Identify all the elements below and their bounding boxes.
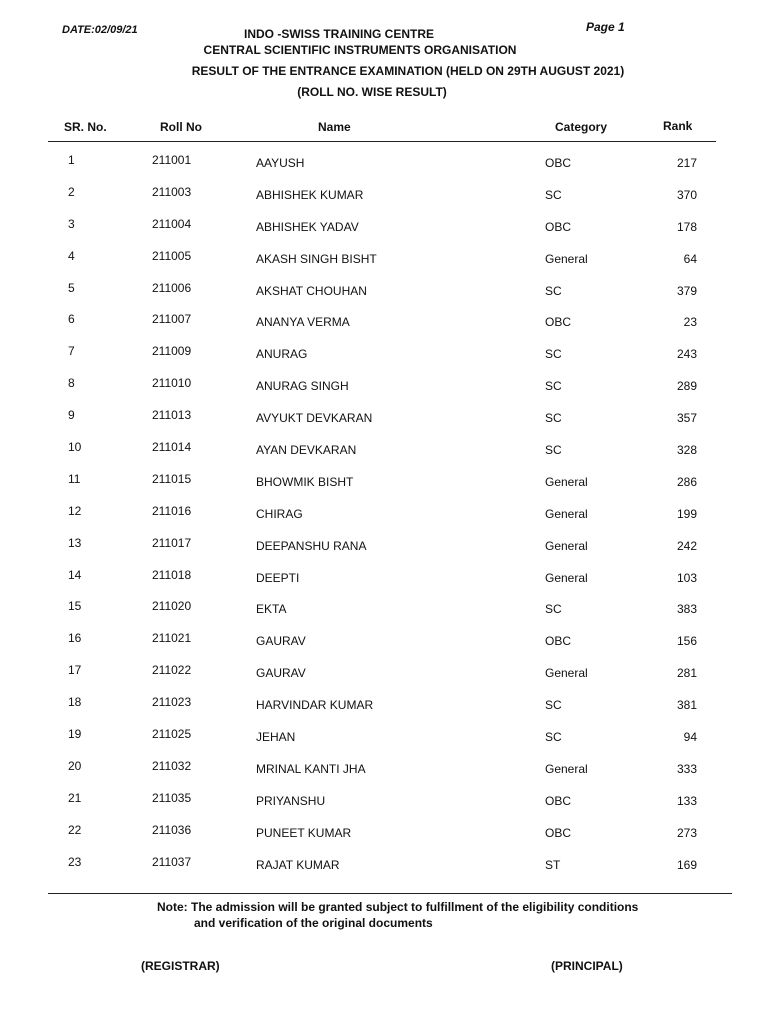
name-cell: PRIYANSHU: [256, 793, 326, 808]
rank-cell: 328: [676, 443, 697, 458]
roll-no-cell: 211035: [152, 790, 192, 805]
roll-no-cell: 211025: [152, 727, 192, 742]
sr-no-cell: 21: [68, 790, 82, 805]
category-cell: OBC: [545, 634, 572, 649]
rank-cell: 156: [676, 634, 697, 649]
page-number: Page 1: [586, 20, 625, 34]
sr-no-cell: 2: [68, 184, 75, 199]
sr-no-cell: 23: [68, 854, 82, 869]
category-cell: OBC: [545, 219, 572, 234]
category-cell: SC: [545, 602, 562, 617]
rank-cell: 103: [676, 570, 697, 585]
rank-cell: 23: [683, 315, 697, 330]
name-cell: ABHISHEK YADAV: [256, 219, 359, 234]
roll-no-cell: 211010: [152, 376, 192, 391]
rank-cell: 94: [683, 730, 697, 745]
rank-cell: 289: [676, 379, 697, 394]
rank-cell: 333: [676, 761, 697, 776]
rank-cell: 199: [676, 506, 697, 521]
name-cell: DEEPANSHU RANA: [256, 538, 367, 553]
sr-no-cell: 18: [68, 695, 82, 710]
header-divider: [48, 141, 716, 142]
sr-no-cell: 8: [68, 376, 75, 391]
table-row: [0, 309, 768, 341]
category-cell: General: [545, 666, 588, 681]
rank-cell: 379: [676, 283, 697, 298]
sr-no-cell: 17: [68, 663, 82, 678]
roll-no-cell: 211023: [152, 695, 192, 710]
result-title: RESULT OF THE ENTRANCE EXAMINATION (HELD ON 29TH AUGUST 2021): [191, 64, 625, 78]
name-cell: GAURAV: [256, 634, 306, 649]
column-header-category: Category: [555, 120, 608, 134]
table-row: [0, 724, 768, 756]
roll-no-cell: 211021: [152, 631, 192, 646]
category-cell: ST: [545, 857, 561, 872]
table-row: [0, 660, 768, 692]
table-row: [0, 246, 768, 278]
rank-cell: 242: [676, 538, 697, 553]
result-subtitle: (ROLL NO. WISE RESULT): [297, 85, 447, 99]
name-cell: ANURAG SINGH: [256, 379, 349, 394]
name-cell: ANANYA VERMA: [256, 315, 350, 330]
rank-cell: 169: [676, 857, 697, 872]
rank-cell: 217: [676, 156, 697, 170]
rank-cell: 243: [676, 347, 697, 362]
sr-no-cell: 5: [68, 280, 75, 295]
table-row: [0, 596, 768, 628]
roll-no-cell: 211016: [152, 503, 192, 518]
roll-no-cell: 211014: [152, 440, 192, 455]
sr-no-cell: 16: [68, 631, 82, 646]
sr-no-cell: 19: [68, 727, 82, 742]
category-cell: General: [545, 538, 588, 553]
table-row: [0, 437, 768, 469]
table-row: [0, 278, 768, 310]
note-line1: Note: The admission will be granted subject to fulfillment of the eligibility conditions: [157, 900, 639, 914]
roll-no-cell: 211015: [152, 471, 192, 486]
name-cell: AYAN DEVKARAN: [256, 443, 357, 458]
column-header-rank: Rank: [663, 119, 693, 133]
category-cell: OBC: [545, 315, 572, 330]
table-row: [0, 628, 768, 660]
result-table-body: [0, 150, 768, 883]
note-line2: and verification of the original documents: [194, 916, 433, 930]
name-cell: JEHAN: [256, 730, 296, 745]
sr-no-cell: 7: [68, 344, 75, 359]
table-row: [0, 469, 768, 501]
roll-no-cell: 211013: [152, 408, 192, 423]
roll-no-cell: 211037: [152, 854, 192, 869]
category-cell: SC: [545, 443, 562, 458]
category-cell: SC: [545, 347, 562, 362]
roll-no-cell: 211017: [152, 535, 192, 550]
roll-no-cell: 211003: [152, 184, 192, 199]
rank-cell: 370: [676, 187, 697, 202]
roll-no-cell: 211004: [152, 216, 192, 231]
sr-no-cell: 11: [68, 471, 81, 486]
table-row: [0, 341, 768, 373]
name-cell: GAURAV: [256, 666, 306, 681]
category-cell: SC: [545, 698, 562, 713]
sr-no-cell: 20: [68, 758, 82, 773]
category-cell: SC: [545, 283, 562, 298]
rank-cell: 381: [676, 698, 697, 713]
rank-cell: 133: [676, 793, 697, 808]
name-cell: DEEPTI: [256, 570, 300, 585]
rank-cell: 357: [676, 411, 697, 426]
roll-no-cell: 211009: [152, 344, 192, 359]
roll-no-cell: 211036: [152, 822, 192, 837]
rank-cell: 383: [676, 602, 697, 617]
sr-no-cell: 14: [68, 567, 82, 582]
rank-cell: 281: [676, 666, 697, 681]
category-cell: General: [545, 251, 588, 266]
table-row: [0, 565, 768, 597]
roll-no-cell: 211032: [152, 758, 192, 773]
table-row: [0, 501, 768, 533]
sr-no-cell: 4: [68, 248, 75, 263]
category-cell: General: [545, 474, 588, 489]
name-cell: EKTA: [256, 602, 287, 617]
category-cell: SC: [545, 187, 562, 202]
category-cell: OBC: [545, 156, 572, 170]
column-header-name: Name: [318, 120, 351, 134]
table-row: [0, 756, 768, 788]
table-row: [0, 533, 768, 565]
name-cell: AKSHAT CHOUHAN: [256, 283, 367, 298]
name-cell: HARVINDAR KUMAR: [256, 698, 374, 713]
table-row: [0, 788, 768, 820]
sr-no-cell: 3: [68, 216, 75, 231]
rank-cell: 273: [676, 825, 697, 840]
org-title-line1: INDO -SWISS TRAINING CENTRE: [243, 27, 434, 41]
name-cell: ABHISHEK KUMAR: [256, 187, 364, 202]
table-row: [0, 214, 768, 246]
registrar-signature-label: (REGISTRAR): [141, 959, 220, 973]
table-row: [0, 692, 768, 724]
category-cell: General: [545, 761, 588, 776]
roll-no-cell: 211018: [152, 567, 192, 582]
name-cell: CHIRAG: [256, 506, 303, 521]
table-row: [0, 405, 768, 437]
column-header-sr-no: SR. No.: [64, 120, 107, 134]
name-cell: AKASH SINGH BISHT: [256, 251, 377, 266]
sr-no-cell: 10: [68, 440, 82, 455]
rank-cell: 178: [676, 219, 697, 234]
category-cell: SC: [545, 411, 562, 426]
name-cell: AAYUSH: [256, 156, 305, 170]
table-row: [0, 182, 768, 214]
column-header-roll-no: Roll No: [160, 120, 202, 134]
document-date: DATE:02/09/21: [62, 24, 138, 36]
table-row: [0, 150, 768, 182]
roll-no-cell: 211020: [152, 599, 192, 614]
sr-no-cell: 9: [68, 408, 75, 423]
table-row: [0, 373, 768, 405]
sr-no-cell: 22: [68, 822, 82, 837]
table-row: [0, 820, 768, 852]
category-cell: SC: [545, 730, 562, 745]
name-cell: MRINAL KANTI JHA: [256, 761, 366, 776]
roll-no-cell: 211005: [152, 248, 192, 263]
sr-no-cell: 6: [68, 312, 75, 327]
sr-no-cell: 13: [68, 535, 82, 550]
name-cell: ANURAG: [256, 347, 308, 362]
category-cell: OBC: [545, 793, 572, 808]
org-title-line2: CENTRAL SCIENTIFIC INSTRUMENTS ORGANISATION: [203, 43, 517, 57]
name-cell: AVYUKT DEVKARAN: [256, 411, 373, 426]
name-cell: BHOWMIK BISHT: [256, 474, 354, 489]
category-cell: General: [545, 570, 588, 585]
principal-signature-label: (PRINCIPAL): [551, 959, 623, 973]
roll-no-cell: 211001: [152, 153, 192, 167]
rank-cell: 286: [676, 474, 697, 489]
table-bottom-divider: [48, 893, 732, 894]
sr-no-cell: 1: [68, 153, 75, 167]
sr-no-cell: 15: [68, 599, 82, 614]
category-cell: OBC: [545, 825, 572, 840]
category-cell: SC: [545, 379, 562, 394]
name-cell: PUNEET KUMAR: [256, 825, 352, 840]
rank-cell: 64: [683, 251, 697, 266]
sr-no-cell: 12: [68, 503, 82, 518]
roll-no-cell: 211007: [152, 312, 192, 327]
roll-no-cell: 211022: [152, 663, 192, 678]
roll-no-cell: 211006: [152, 280, 192, 295]
table-row: [0, 852, 768, 884]
category-cell: General: [545, 506, 588, 521]
name-cell: RAJAT KUMAR: [256, 857, 340, 872]
